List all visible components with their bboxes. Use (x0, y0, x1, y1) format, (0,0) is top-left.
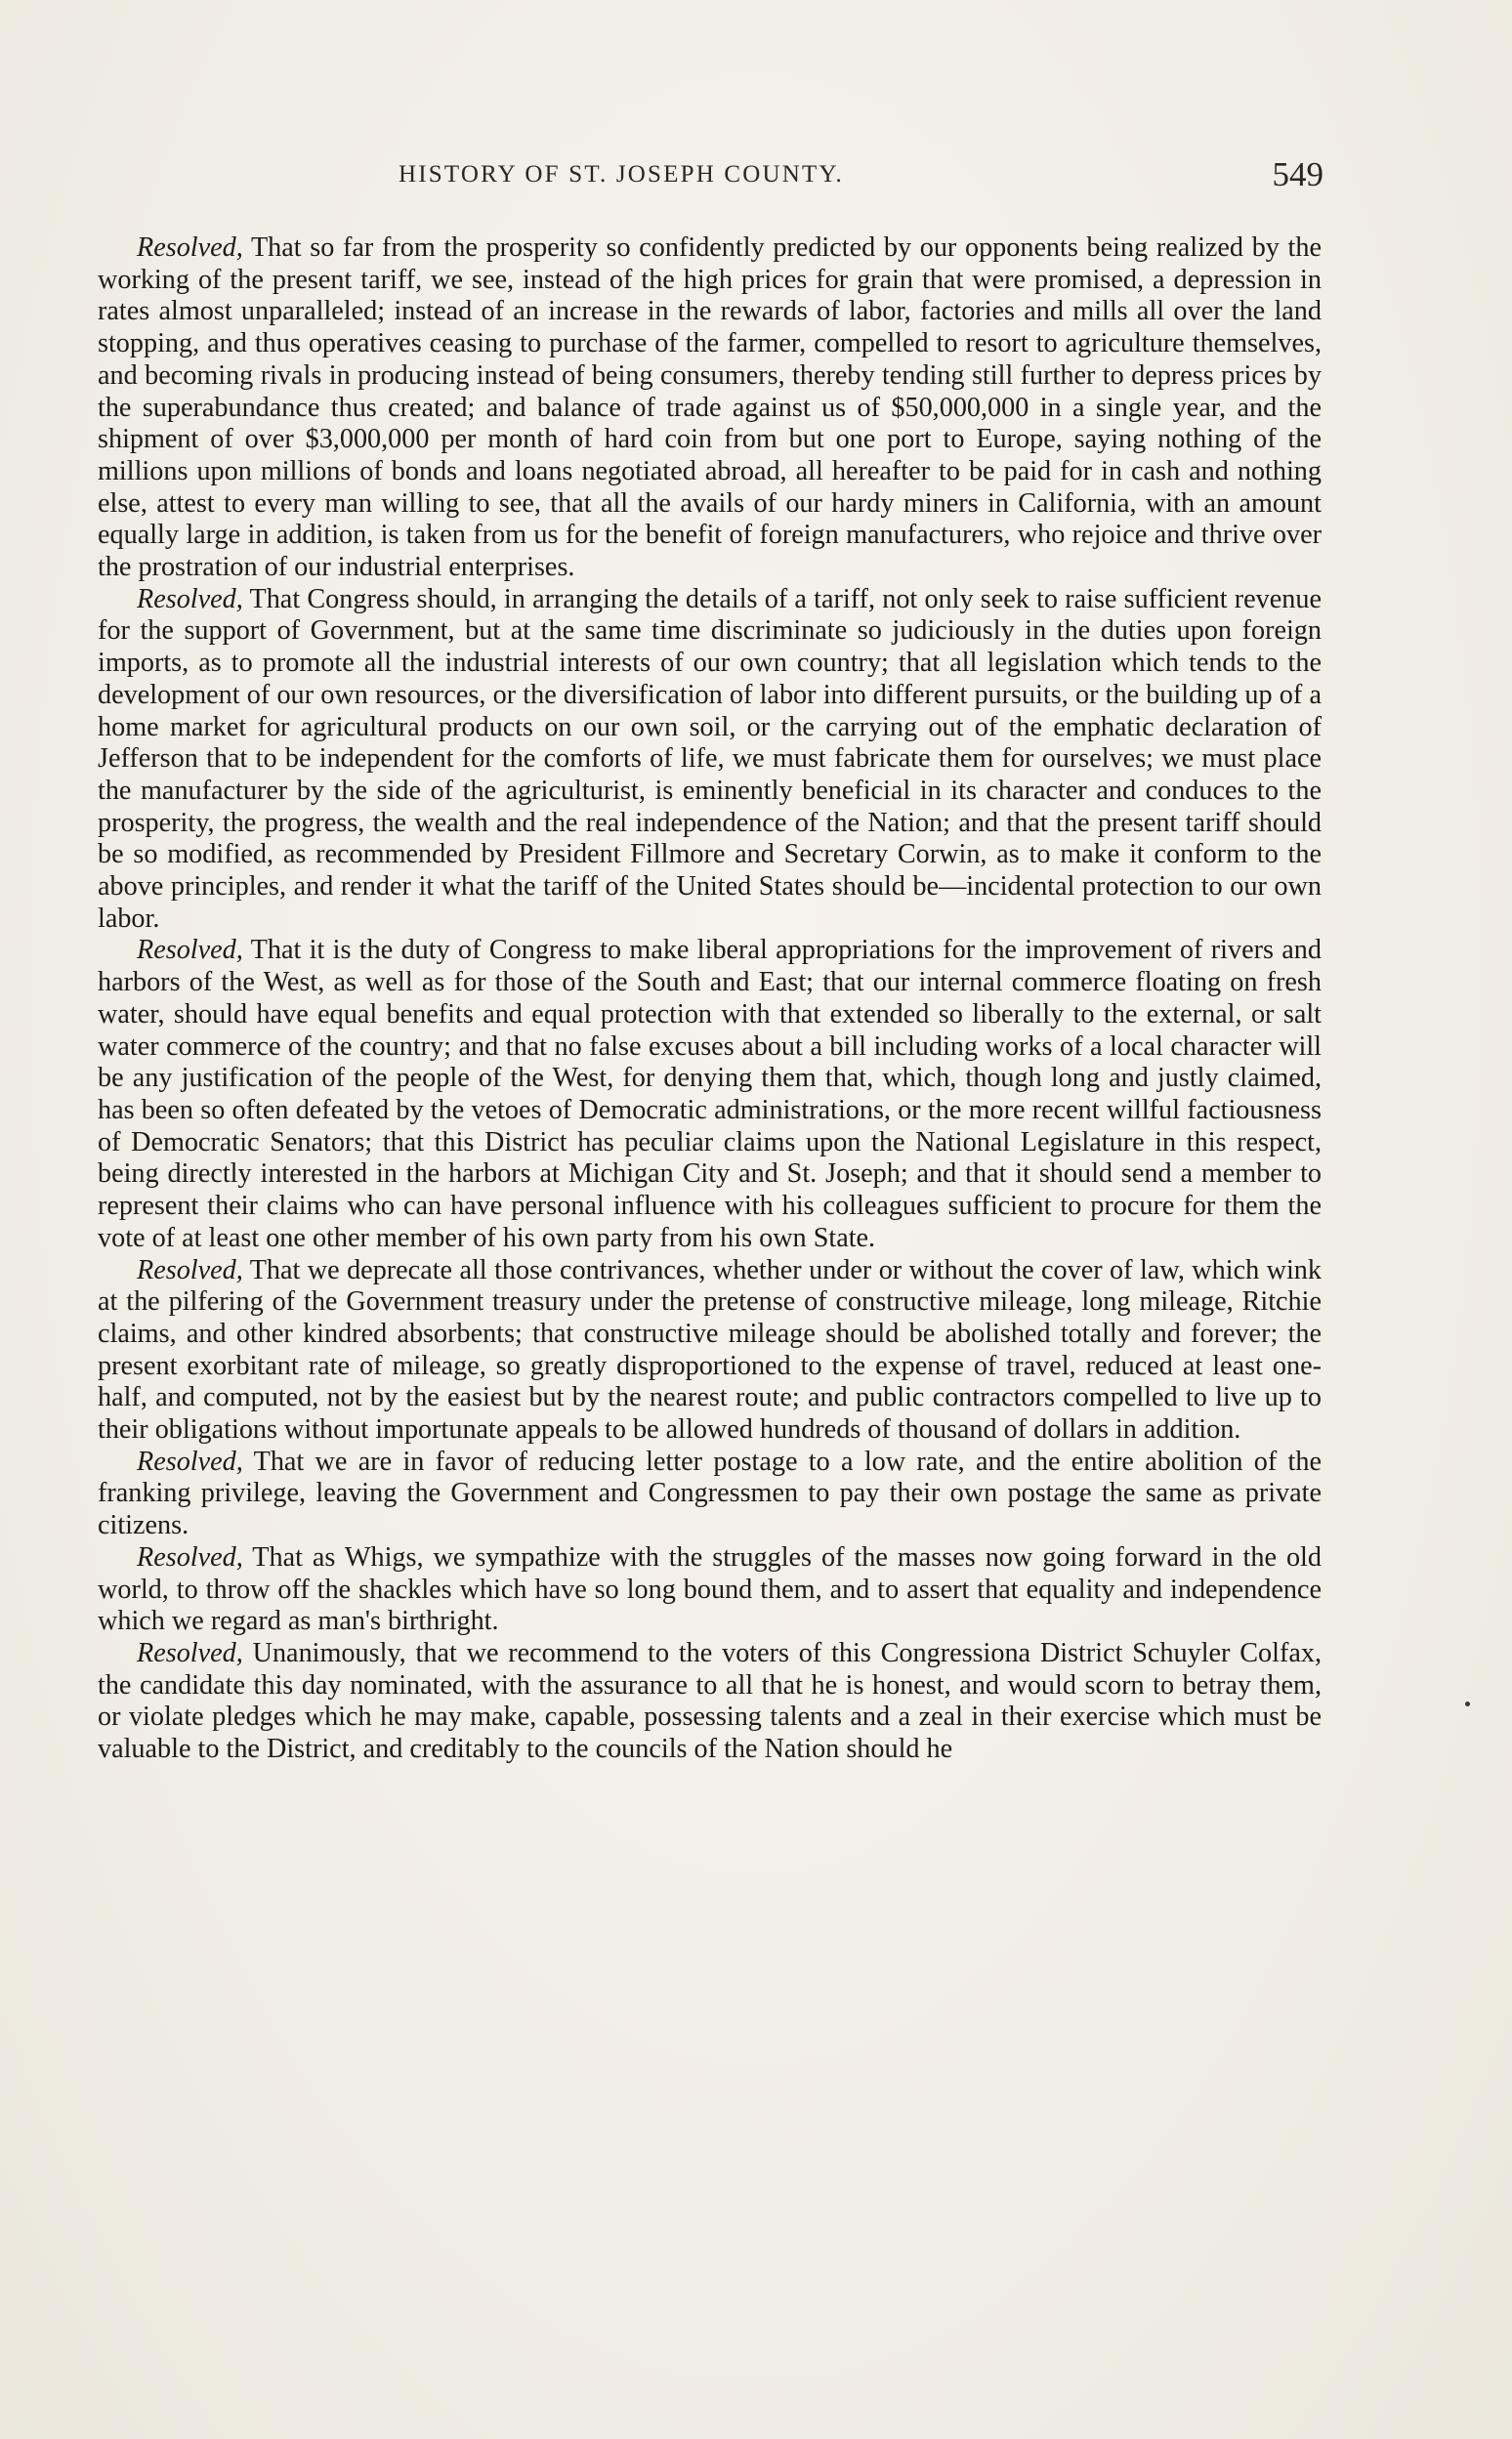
resolved-lead: Resolved, (137, 1254, 243, 1285)
resolution-paragraph (98, 1447, 1322, 1542)
resolution-paragraph (98, 935, 1322, 1254)
resolution-paragraph (98, 1638, 1322, 1766)
paragraph-text: That so far from the prosperity so confidently predicted by our opponents being realized by the working of the present tariff, we see, instead of the high prices for grain that were promised, a depression in rates almost unparalleled; instead of an increase in the rewards of labor, factories and mills all over the land stopping, and thus operatives ceasing to purchase of the farmer, compelled to resort to agriculture themselves, and becoming rivals in producing instead of being consumers, thereby tending still further to depress prices by the superabundance thus created; and balance of trade against us of $50,000,000 in a single year, and the shipment of over $3,000,000 per month of hard coin from but one port to Europe, saying nothing of the millions upon millions of bonds and loans negotiated abroad, all hereafter to be paid for in cash and nothing else, attest to every man willing to see, that all the avails of our hardy miners in California, with an amount equally large in addition, is taken from us for the benefit of foreign manufacturers, who rejoice and thrive over the prostration of our industrial enterprises. (98, 232, 1322, 583)
paragraph-text: That Congress should, in arranging the details of a tariff, not only seek to raise sufficient revenue for the support of Government, but at the same time discriminate so judiciously in the duties upon foreign imports, as to promote all the industrial interests of our own country; that all legislation which tends to the development of our own resources, or the diversification of labor into different pursuits, or the building up of a home market for agricultural products on our own soil, or the carrying out of the emphatic declaration of Jefferson that to be independent for the comforts of life, we must fabricate them for ourselves; we must place the manufacturer by the side of the agriculturist, is eminently beneficial in its character and conduces to the prosperity, the progress, the wealth and the real independence of the Nation; and that the present tariff should be so modified, as recommended by President Fillmore and Secretary Corwin, as to make it conform to the above principles, and render it what the tariff of the United States should be—incidental protection to our own labor. (98, 583, 1322, 934)
resolved-lead: Resolved, (137, 935, 243, 966)
margin-mark (1465, 1702, 1470, 1706)
page-number: 549 (1272, 155, 1323, 193)
resolution-paragraph (98, 232, 1322, 584)
resolved-lead: Resolved, (137, 1446, 243, 1477)
resolved-lead: Resolved, (137, 583, 243, 614)
resolution-paragraph (98, 584, 1322, 936)
running-header-title: HISTORY OF ST. JOSEPH COUNTY. (399, 161, 845, 188)
resolved-lead: Resolved, (137, 1637, 243, 1668)
resolved-lead: Resolved, (137, 232, 243, 263)
resolution-paragraph (98, 1542, 1322, 1638)
paragraph-text: That it is the duty of Congress to make liberal appropriations for the improvement of rivers and harbors of the West, as well as for those of the South and East; that our internal commerce floating on fresh water, should have equal benefits and equal protection with that extended so liberally to the external, or salt water commerce of the country; and that no false excuses about a bill including works of a local character will be any justification of the people of the West, for denying them that, which, though long and justly claimed, has been so often defeated by the vetoes of Democratic administrations, or the more recent willful factiousness of Democratic Senators; that this District has peculiar claims upon the National Legislature in this respect, being directly interested in the harbors at Michigan City and St. Joseph; and that it should send a member to represent their claims who can have personal influence with his colleagues sufficient to procure for them the vote of at least one other member of his own party from his own State. (98, 935, 1322, 1253)
paragraph-text: Unanimously, that we recommend to the voters of this Congressiona District Schuyler Colfax, the candidate this day nominated, with the assurance to all that he is honest, and would scorn to betray them, or violate pledges which he may make, capable, possessing talents and a zeal in their exercise which must be valuable to the District, and creditably to the councils of the Nation should he (98, 1637, 1322, 1765)
paragraph-text: That as Whigs, we sympathize with the struggles of the masses now going forward in the old world, to throw off the shackles which have so long bound them, and to assert that equality and independence which we regard as man's birthright. (98, 1541, 1322, 1637)
paragraph-text: That we are in favor of reducing letter postage to a low rate, and the entire abolition of the franking privilege, leaving the Government and Congressmen to pay their own postage the same as private citizens. (98, 1446, 1322, 1541)
paragraph-text: That we deprecate all those contrivances, whether under or without the cover of law, which wink at the pilfering of the Government treasury under the pretense of constructive mileage, long mileage, Ritchie claims, and other kindred absorbents; that constructive mileage should be abolished totally and forever; the present exorbitant rate of mileage, so greatly disproportioned to the expense of travel, reduced at least one-half, and computed, not by the easiest but by the nearest route; and public contractors compelled to live up to their obligations without importunate appeals to be allowed hundreds of thousand of dollars in addition. (98, 1254, 1322, 1446)
resolution-paragraph (98, 1255, 1322, 1447)
body-text (98, 232, 1322, 1766)
resolved-lead: Resolved, (137, 1541, 243, 1573)
running-header (98, 155, 1323, 200)
